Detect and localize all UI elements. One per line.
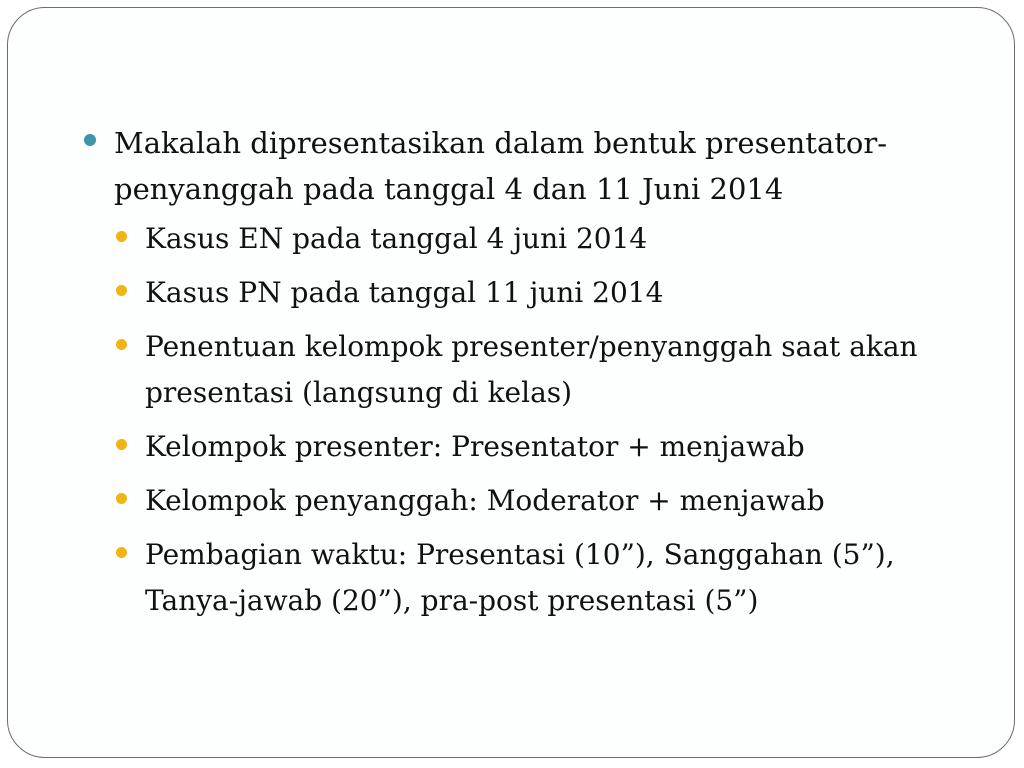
sub-bullet-text-line: Tanya-jawab (20”), pra-post presentasi (5”) (145, 584, 759, 617)
sub-bullet-text-line: presentasi (langsung di kelas) (145, 376, 573, 409)
sub-bullet-item-time-allocation (114, 532, 944, 624)
sub-bullet-text-line: Pembagian waktu: Presentasi (10”), Sanggahan (5”), (145, 538, 895, 571)
bullet-dot-icon (84, 134, 96, 146)
sub-bullet-item-case-en (114, 216, 944, 262)
sub-bullet-item-group-assignment (114, 324, 944, 416)
sub-bullet-text-line: Kasus PN pada tanggal 11 juni 2014 (145, 276, 664, 309)
bullet-item-presentation-format (84, 120, 944, 212)
sub-bullet-item-presenter-group (114, 424, 944, 470)
sub-bullet-dot-icon (116, 339, 127, 350)
sub-bullet-text-line: Kelompok penyanggah: Moderator + menjawab (145, 484, 825, 517)
sub-bullet-dot-icon (116, 547, 127, 558)
bullet-text-line: Makalah dipresentasikan dalam bentuk presentator- (114, 126, 888, 160)
sub-bullet-dot-icon (116, 231, 127, 242)
sub-bullet-item-respondent-group (114, 478, 944, 524)
sub-bullet-item-case-pn (114, 270, 944, 316)
sub-bullet-dot-icon (116, 439, 127, 450)
sub-bullet-dot-icon (116, 285, 127, 296)
sub-bullet-text-line: Penentuan kelompok presenter/penyanggah saat akan (145, 330, 918, 363)
bullet-list (84, 120, 944, 632)
sub-bullet-text-line: Kasus EN pada tanggal 4 juni 2014 (145, 222, 648, 255)
sub-bullet-dot-icon (116, 493, 127, 504)
sub-bullet-text-line: Kelompok presenter: Presentator + menjawab (145, 430, 805, 463)
bullet-text-line: penyanggah pada tanggal 4 dan 11 Juni 2014 (114, 172, 784, 206)
